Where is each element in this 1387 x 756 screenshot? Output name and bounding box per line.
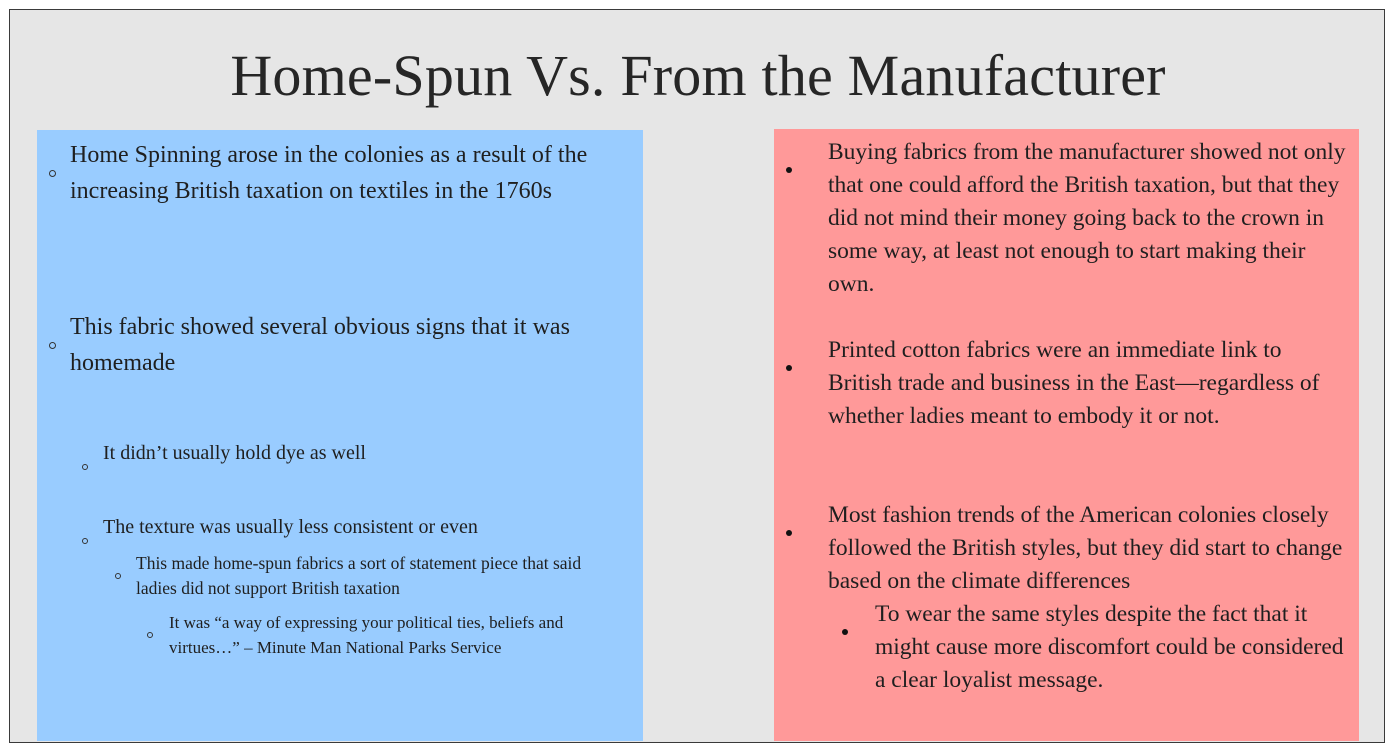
list-item: Buying fabrics from the manufacturer showed not only that one could afford the British taxation, but that they did not mind their money going back to the crown in some way, at least not enough to start making their own. [786, 136, 1348, 301]
hollow-bullet-icon [49, 324, 56, 360]
hollow-bullet-icon [49, 152, 56, 188]
slide [9, 9, 1385, 743]
bullet-icon [786, 513, 792, 546]
list-item: Home Spinning arose in the colonies as a result of the increasing British taxation on textiles in the 1760s [49, 137, 619, 209]
manufacturer-panel [774, 129, 1359, 741]
bullet-icon [786, 348, 792, 381]
list-item: This fabric showed several obvious signs that it was homemade [49, 309, 619, 381]
list-item: To wear the same styles despite the fact that it might cause more discomfort could be considered a clear loyalist message. [842, 598, 1348, 697]
list-item: Printed cotton fabrics were an immediate link to British trade and business in the East—regardless of whether ladies meant to embody it or not. [786, 334, 1348, 433]
list-item: It was “a way of expressing your political ties, beliefs and virtues…” – Minute Man National Parks Service [147, 610, 617, 660]
hollow-bullet-icon [147, 620, 153, 645]
hollow-bullet-icon [115, 561, 121, 586]
list-item: The texture was usually less consistent or even [82, 513, 602, 541]
bullet-icon [842, 612, 848, 645]
list-item: It didn’t usually hold dye as well [82, 439, 602, 467]
list-item: This made home-spun fabrics a sort of statement piece that said ladies did not support British taxation [115, 551, 605, 601]
bullet-icon [786, 150, 792, 183]
slide-title: Home-Spun Vs. From the Manufacturer [230, 43, 1166, 108]
hollow-bullet-icon [82, 524, 88, 552]
home-spun-panel [37, 130, 643, 741]
list-item: Most fashion trends of the American colonies closely followed the British styles, but they did start to change based on the climate differences [786, 499, 1348, 598]
hollow-bullet-icon [82, 450, 88, 478]
